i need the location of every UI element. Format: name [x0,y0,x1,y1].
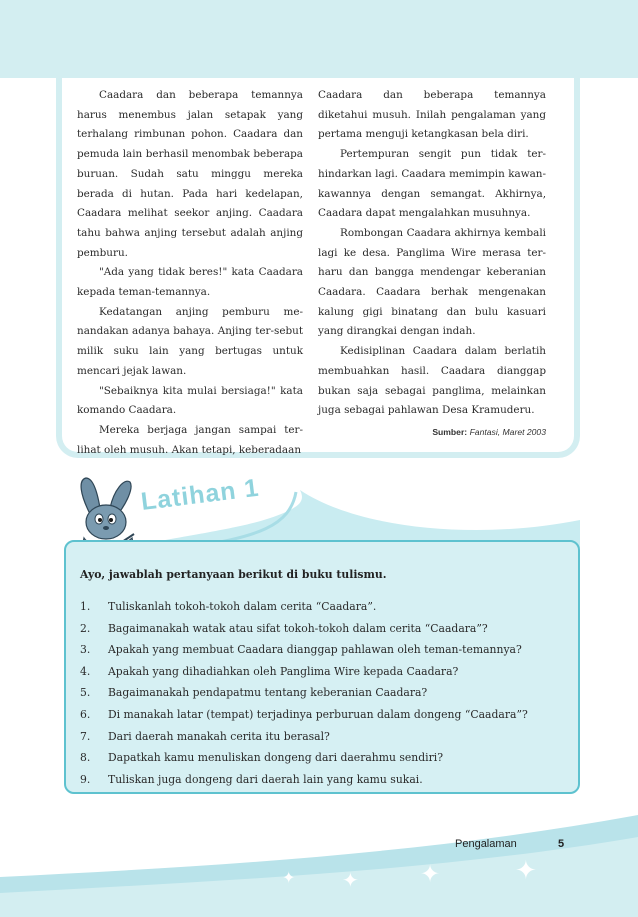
source-label: Sumber: [432,426,468,437]
story-paragraph: Mereka berjaga jangan sampai ter-lihat oleh musuh. Akan tetapi, keberadaan [77,423,303,456]
question-item [80,769,570,791]
question-text: Dapatkah kamu menuliskan dongeng dari daerahmu sendiri? [108,751,444,765]
question-list [80,596,570,790]
question-text: Dari daerah manakah cerita itu berasal? [108,729,330,743]
question-text: Tuliskanlah tokoh-tokoh dalam cerita “Caadara”. [108,600,377,613]
star-icon: ✦ [420,860,441,888]
story-column-right [318,86,546,443]
question-item [80,747,570,769]
exercise-instruction: Ayo, jawablah pertanyaan berikut di buku tulismu. [80,568,387,581]
question-number: 3. [80,643,91,657]
question-number: 2. [80,621,91,635]
question-text: Bagaimanakah watak atau sifat tokoh-tokoh dalam cerita “Caadara”? [108,621,488,635]
exercise-box [64,540,580,794]
question-text: Di manakah latar (tempat) terjadinya perburuan dalam dongeng “Caadara”? [108,707,528,721]
star-icon: ✦ [282,868,296,887]
question-number: 7. [80,729,91,743]
story-paragraph: Rombongan Caadara akhirnya kembali lagi ke desa. Panglima Wire merasa ter-haru dan bangga mendengar keberanian Caadara. Caadara berhak mengenakan kalung gigi binatang dan bulu kasuari yang dirangkai dengan indah. [318,226,546,338]
question-number: 8. [80,751,91,765]
question-number: 1. [80,600,91,613]
question-number: 9. [80,772,91,786]
story-panel [62,78,574,456]
question-item [80,618,570,640]
star-icon: ✦ [515,856,537,886]
story-paragraph: Pertempuran sengit pun tidak ter-hindarkan lagi. Caadara memimpin kawan-kawannya dengan semangat. Akhirnya, Caadara dapat mengalahkan musuhnya. [318,148,546,220]
latihan-title: Latihan 1 [139,473,261,517]
story-paragraph: "Ada yang tidak beres!" kata Caadara kepada teman-temannya. [77,266,303,299]
story-source [318,423,546,443]
question-text: Bagaimanakah pendapatmu tentang keberanian Caadara? [108,686,428,700]
question-text: Tuliskan juga dongeng dari daerah lain yang kamu sukai. [108,772,423,786]
star-icon: ✦ [342,868,359,892]
question-number: 4. [80,664,91,678]
question-number: 5. [80,686,91,700]
story-paragraph: Caadara dan beberapa temannya diketahui musuh. Inilah pengalaman yang pertama menguji ketangkasan bela diri. [318,89,546,141]
story-paragraph: "Sebaiknya kita mulai bersiaga!" kata komando Caadara. [77,384,303,417]
question-item [80,704,570,726]
question-text: Apakah yang membuat Caadara dianggap pahlawan oleh teman-temannya? [108,643,522,657]
top-band [0,0,638,78]
question-text: Apakah yang dihadiahkan oleh Panglima Wire kepada Caadara? [108,664,459,678]
story-column-left [77,86,303,460]
question-item [80,726,570,748]
story-paragraph: Kedisiplinan Caadara dalam berlatih membuahkan hasil. Caadara dianggap bukan saja sebagai panglima, melainkan juga sebagai pahlawan Desa Kramuderu. [318,345,546,417]
question-item [80,682,570,704]
question-item [80,596,570,618]
page-number: 5 [558,838,565,850]
story-paragraph: Caadara dan beberapa temannya harus menembus jalan setapak yang terhalang rimbunan pohon. Caadara dan pemuda lain berhasil menombak beberapa buruan. Sudah satu minggu mereka berada di hutan. Pada hari kedelapan, Caadara melihat seekor anjing. Caadara tahu bahwa anjing tersebut adalah anjing pemburu. [77,89,303,259]
question-number: 6. [80,707,91,721]
source-value: Fantasi, Maret 2003 [469,426,546,437]
footer-chapter: Pengalaman [455,838,517,850]
story-paragraph: Kedatangan anjing pemburu me-nandakan adanya bahaya. Anjing ter-sebut milik suku lain yang bertugas untuk mencari jejak lawan. [77,305,303,377]
footer-band [0,815,638,917]
question-item [80,639,570,661]
question-item [80,661,570,683]
